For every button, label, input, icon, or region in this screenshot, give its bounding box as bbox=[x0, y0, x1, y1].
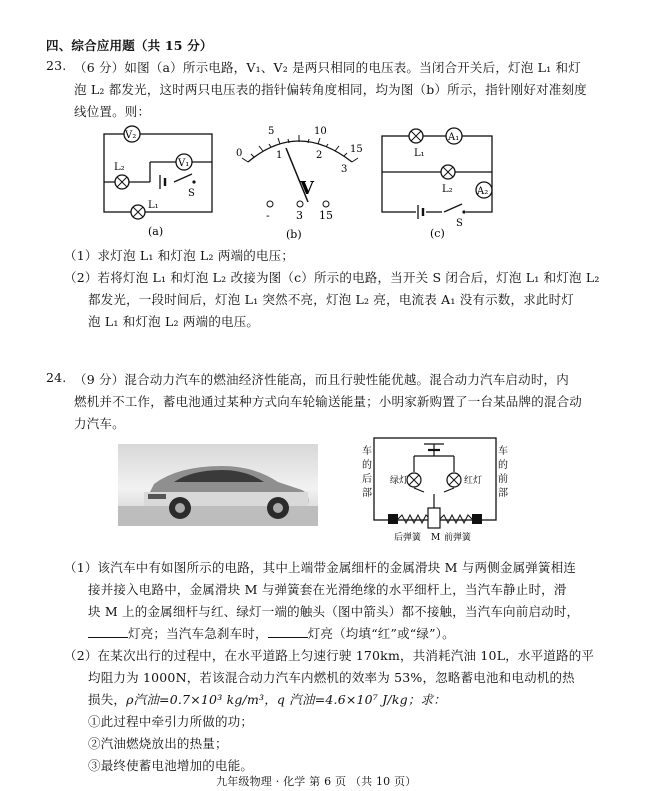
caption-a: (a) bbox=[148, 225, 164, 238]
front-spring-label: 前弹簧 bbox=[444, 533, 472, 543]
q23-line-3: 线位置。则： bbox=[74, 104, 151, 119]
dial-bottom-tick-1: 1 bbox=[276, 150, 283, 161]
q23-line-1: （6 分）如图（a）所示电路，V₁、V₂ 是两只相同的电压表。当闭合开关后，灯泡 L₁ 和灯 bbox=[74, 60, 581, 75]
lamp-l2-icon-c bbox=[441, 165, 455, 179]
front-stop-block bbox=[472, 514, 482, 524]
q24-part-1-line-1: （1）该汽车中有如图所示的电路，其中上端带金属细杆的金属滑块 M 与两侧金属弹簧相连 bbox=[64, 560, 577, 575]
lamp-l1-icon bbox=[131, 205, 145, 219]
s-label-c: S bbox=[456, 218, 463, 229]
front-label: 车的前部 bbox=[498, 446, 508, 499]
a1-label: A₁ bbox=[448, 132, 460, 143]
v2-label: V₂ bbox=[125, 130, 137, 141]
terminal-3: 3 bbox=[296, 209, 303, 222]
dial-bottom-tick-2: 2 bbox=[316, 150, 323, 161]
constants-text: ρ汽油=0.7×10³ kg/m³，q 汽油=4.6×10⁷ J/kg；求： bbox=[126, 692, 446, 707]
l2-label-c: L₂ bbox=[442, 184, 453, 195]
s-label-a: S bbox=[188, 188, 195, 199]
car-photo bbox=[118, 444, 318, 526]
q24-sub-1: ①此过程中牵引力所做的功； bbox=[88, 714, 254, 729]
q24-part-1-line-3: 块 M 上的金属细杆与红、绿灯一端的触头（图中箭头）都不接触，当汽车向前启动时， bbox=[88, 604, 580, 619]
caption-c: (c) bbox=[430, 227, 445, 240]
q23-number: 23. bbox=[46, 58, 67, 73]
blank-2-tail: 灯亮（均填“红”或“绿”）。 bbox=[307, 626, 455, 641]
switch-icon bbox=[172, 174, 196, 185]
dial-top-tick-15: 15 bbox=[350, 144, 363, 155]
dial-unit: V bbox=[300, 178, 314, 199]
section-title: 四、综合应用题（共 15 分） bbox=[46, 38, 213, 53]
switch-icon-c bbox=[442, 204, 466, 215]
car-icon bbox=[118, 444, 318, 526]
dial-bottom-tick-3: 3 bbox=[341, 164, 348, 175]
caption-b: (b) bbox=[286, 228, 302, 240]
a2-label: A₂ bbox=[477, 186, 489, 197]
voltmeter-dial-figure-b bbox=[228, 122, 368, 240]
v1-label: V₁ bbox=[178, 158, 190, 169]
q23-part-2-line-2: 都发光，一段时间后，灯泡 L₁ 突然不亮，灯泡 L₂ 亮，电流表 A₁ 没有示数，求此时灯 bbox=[88, 292, 575, 307]
m-label: M bbox=[431, 533, 441, 543]
red-lamp-label: 红灯 bbox=[464, 476, 483, 486]
rear-spring-icon bbox=[398, 515, 430, 523]
q24-part-2-line-3 bbox=[88, 690, 446, 708]
q24-part-2-line-2: 均阻力为 1000N，若该混合动力汽车内燃机的效率为 53%，忽略蓄电池和电动机的热 bbox=[88, 670, 575, 685]
dial-top-tick-5: 5 bbox=[268, 126, 275, 137]
l2-label: L₂ bbox=[114, 162, 125, 173]
q23-part-2-line-3: 泡 L₁ 和灯泡 L₂ 两端的电压。 bbox=[88, 314, 260, 329]
page-footer: 九年级物理 · 化学 第 6 页 （共 10 页） bbox=[216, 775, 417, 788]
rear-label: 车的后部 bbox=[362, 446, 372, 499]
q24-sub-3: ③最终使蓄电池增加的电能。 bbox=[88, 758, 254, 773]
terminal-15: 15 bbox=[319, 209, 333, 222]
battery-icon bbox=[158, 174, 168, 190]
rear-stop-block bbox=[388, 514, 398, 524]
dial-bottom-tick-0: 0 bbox=[236, 148, 243, 159]
q24-part-1-line-2: 接并接入电路中，金属滑块 M 与弹簧套在光滑绝缘的水平细杆上，当汽车静止时，滑 bbox=[88, 582, 567, 597]
green-lamp-label: 绿灯 bbox=[390, 476, 409, 486]
circuit-figure-c bbox=[376, 124, 504, 240]
terminal-neg: - bbox=[266, 209, 270, 222]
q24-part-1-line-4 bbox=[88, 624, 455, 642]
q24-line-2: 燃机并不工作，蓄电池通过某种方式向车轮输送能量；小明家新购置了一台某品牌的混合动 bbox=[74, 394, 583, 409]
q24-line-3: 力汽车。 bbox=[74, 416, 125, 431]
circuit-figure-a bbox=[98, 124, 220, 240]
q23-line-2: 泡 L₂ 都发光，这时两只电压表的指针偏转角度相同，均为图（b）所示，指针刚好对准刻度 bbox=[74, 82, 587, 97]
q24-line-1: （9 分）混合动力汽车的燃油经济性能高，而且行驶性能优越。混合动力汽车启动时，内 bbox=[74, 372, 569, 387]
l1-label: L₁ bbox=[148, 200, 159, 211]
l1-label-c: L₁ bbox=[414, 148, 425, 159]
blank-1-tail: 灯亮；当汽车急刹车时， bbox=[128, 626, 268, 641]
slider-m-block bbox=[428, 508, 440, 528]
car-circuit-diagram bbox=[358, 436, 514, 544]
front-spring-icon bbox=[440, 515, 472, 523]
q24-sub-2: ②汽油燃烧放出的热量； bbox=[88, 736, 228, 751]
lamp-l1-icon-c bbox=[409, 129, 423, 143]
battery-icon-c bbox=[416, 204, 426, 220]
q24-part-2-line-1: （2）在某次出行的过程中，在水平道路上匀速行驶 170km，共消耗汽油 10L，水平道路的平 bbox=[64, 648, 595, 663]
blank-2[interactable] bbox=[268, 625, 308, 638]
lamp-l2-icon bbox=[115, 175, 129, 189]
q23-part-2-line-1: （2）若将灯泡 L₁ 和灯泡 L₂ 改接为图（c）所示的电路，当开关 S 闭合后，灯泡 L₁ 和灯泡 L₂ bbox=[64, 270, 600, 285]
q24-number: 24. bbox=[46, 370, 67, 385]
blank-1[interactable] bbox=[88, 625, 128, 638]
q23-part-1: （1）求灯泡 L₁ 和灯泡 L₂ 两端的电压； bbox=[64, 248, 295, 263]
loss-text: 损失， bbox=[88, 692, 127, 707]
green-lamp-icon bbox=[407, 473, 421, 487]
rear-spring-label: 后弹簧 bbox=[394, 533, 422, 543]
dial-top-tick-10: 10 bbox=[314, 126, 327, 137]
red-lamp-icon bbox=[447, 473, 461, 487]
